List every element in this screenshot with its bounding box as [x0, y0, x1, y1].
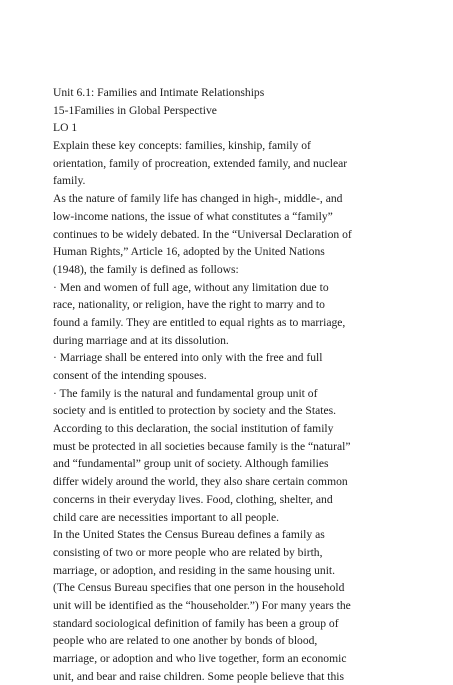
text-line: unit, and bear and raise children. Some people believe that this — [53, 669, 345, 683]
text-line: concerns in their everyday lives. Food, clothing, shelter, and — [53, 492, 333, 506]
text-line: and “fundamental” group unit of society. Although families — [53, 457, 329, 471]
text-line: consent of the intending spouses. — [53, 369, 207, 382]
text-line: differ widely around the world, they also share certain common — [53, 475, 348, 489]
learning-objective-label: LO 1 — [53, 121, 78, 135]
text-line: found a family. They are entitled to equal rights as to marriage, — [53, 315, 346, 329]
bullet-line: · The family is the natural and fundamental group unit of — [53, 386, 318, 400]
text-line: According to this declaration, the social institution of family — [53, 422, 334, 436]
text-line: orientation, family of procreation, extended family, and nuclear — [53, 156, 348, 170]
text-line: Human Rights,” Article 16, adopted by the United Nations — [53, 245, 325, 259]
bullet-line: · Marriage shall be entered into only with the free and full — [53, 351, 323, 365]
document-body — [53, 84, 443, 685]
text-line: family. — [53, 174, 86, 188]
text-line: people who are related to one another by bonds of blood, — [53, 634, 318, 648]
text-line: continues to be widely debated. In the “Universal Declaration of — [53, 227, 352, 241]
text-line: (1948), the family is defined as follows: — [53, 262, 239, 276]
text-line: unit will be identified as the “householder.”) For many years the — [53, 598, 351, 612]
text-line: In the United States the Census Bureau defines a family as — [53, 528, 325, 542]
text-line: during marriage and at its dissolution. — [53, 333, 229, 347]
text-line: marriage, or adoption and who live together, form an economic — [53, 652, 347, 665]
text-line: standard sociological definition of family has been a group of — [53, 616, 339, 630]
text-line: race, nationality, or religion, have the right to marry and to — [53, 298, 325, 312]
section-heading: 15-1Families in Global Perspective — [53, 103, 217, 117]
document-title: Unit 6.1: Families and Intimate Relationships — [53, 86, 265, 99]
text-line: low-income nations, the issue of what constitutes a “family” — [53, 209, 333, 223]
text-line: (The Census Bureau specifies that one person in the household — [53, 581, 345, 595]
text-line: As the nature of family life has changed in high-, middle-, and — [53, 192, 343, 206]
text-line: must be protected in all societies because family is the “natural” — [53, 439, 351, 453]
bullet-line: · Men and women of full age, without any limitation due to — [53, 280, 329, 294]
text-line: child care are necessities important to all people. — [53, 510, 279, 524]
text-line: consisting of two or more people who are related by birth, — [53, 545, 323, 559]
text-line: Explain these key concepts: families, kinship, family of — [53, 139, 311, 153]
text-line: society and is entitled to protection by society and the States. — [53, 404, 337, 418]
text-line: marriage, or adoption, and residing in the same housing unit. — [53, 563, 336, 577]
